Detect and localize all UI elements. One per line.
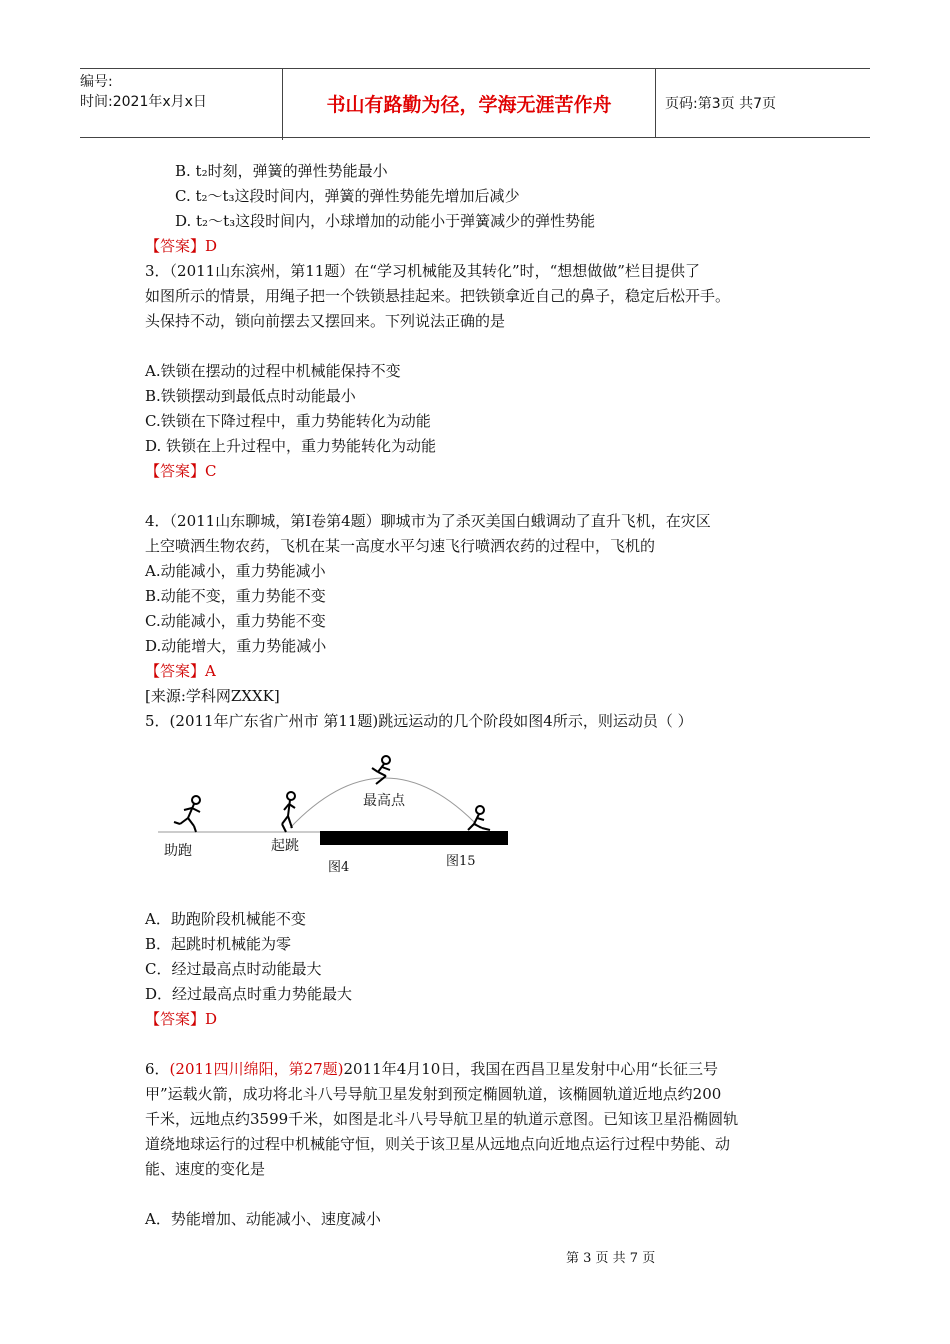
q4-source-note: [来源:学科网ZXXK] — [145, 687, 280, 705]
answer-value: C — [205, 462, 217, 480]
takeoff-figure — [282, 792, 295, 832]
q6-stem-line5: 能、速度的变化是 — [145, 1160, 266, 1178]
q2-option-c: C. t₂～t₃这段时间内，弹簧的弹性势能先增加后减少 — [175, 187, 520, 205]
answer-tag: 【答案】 — [145, 662, 206, 680]
q2-answer — [145, 235, 217, 257]
q4-stem-line1: 4．（2011山东聊城，第Ⅰ卷第4题）聊城市为了杀灭美国白蛾调动了直升飞机，在灾区 — [145, 512, 711, 530]
answer-value: D — [205, 237, 218, 255]
q3-stem-line1: 3．（2011山东滨州，第11题）在“学习机械能及其转化”时，“想想做做”栏目提供了 — [145, 262, 700, 280]
top-point-figure — [372, 756, 390, 784]
q3-stem-line2: 如图所示的情景，用绳子把一个铁锁悬挂起来。把铁锁拿近自己的鼻子，稳定后松开手。 — [145, 287, 731, 305]
label-jump: 起跳 — [271, 838, 299, 854]
q4-option-d: D.动能增大，重力势能减小 — [145, 637, 327, 655]
q6-stem-text: 2011年4月10日，我国在西昌卫星发射中心用“长征三号 — [343, 1060, 718, 1078]
q5-option-c: C．经过最高点时动能最大 — [145, 960, 322, 978]
label-fig4: 图4 — [328, 860, 350, 875]
page-label: 页码:第3页 共7页 — [665, 96, 776, 112]
q3-option-b: B.铁锁摆动到最低点时动能最小 — [145, 387, 356, 405]
q3-option-d: D. 铁锁在上升过程中，重力势能转化为动能 — [145, 437, 437, 455]
label-run: 助跑 — [164, 843, 192, 859]
q6-source: (2011四川绵阳，第27题) — [169, 1060, 344, 1078]
time-label: 时间:2021年x月x日 — [80, 94, 207, 110]
header-motto: 书山有路勤为径，学海无涯苦作舟 — [283, 69, 656, 137]
q6-option-a: A．势能增加、动能减小、速度减小 — [145, 1210, 381, 1228]
q3-option-c: C.铁锁在下降过程中，重力势能转化为动能 — [145, 412, 431, 430]
q4-option-c: C.动能减小，重力势能不变 — [145, 612, 326, 630]
label-top: 最高点 — [363, 793, 405, 809]
q5-answer — [145, 1008, 217, 1030]
q4-option-a: A.动能减小，重力势能减小 — [145, 562, 326, 580]
q6-stem-line3: 千米，远地点约3599千米，如图是北斗八号导航卫星的轨道示意图。已知该卫星沿椭圆轨 — [145, 1110, 739, 1128]
q5-option-a: A．助跑阶段机械能不变 — [145, 910, 306, 928]
page-header — [80, 68, 870, 138]
q2-option-d: D. t₂～t₃这段时间内，小球增加的动能小于弹簧减少的弹性势能 — [175, 212, 596, 230]
landing-figure — [468, 806, 490, 830]
runner-figure — [174, 796, 200, 832]
page-footer: 第 3 页 共 7 页 — [566, 1251, 656, 1266]
q4-stem-line2: 上空喷洒生物农药，飞机在某一高度水平匀速飞行喷洒农药的过程中，飞机的 — [145, 537, 656, 555]
q4-option-b: B.动能不变，重力势能不变 — [145, 587, 326, 605]
long-jump-figure — [150, 748, 520, 878]
q5-stem-line1: 5．(2011年广东省广州市 第11题)跳远运动的几个阶段如图4所示，则运动员（ ） — [145, 712, 693, 730]
q6-stem-line1 — [145, 1058, 718, 1080]
q5-option-b: B．起跳时机械能为零 — [145, 935, 292, 953]
q2-option-b: B. t₂时刻，弹簧的弹性势能最小 — [175, 162, 388, 180]
serial-label: 编号: — [80, 74, 113, 90]
q6-stem-line4: 道绕地球运行的过程中机械能守恒，则关于该卫星从远地点向近地点运行过程中势能、动 — [145, 1135, 731, 1153]
answer-tag: 【答案】 — [145, 237, 206, 255]
q5-option-d: D．经过最高点时重力势能最大 — [145, 985, 353, 1003]
q3-answer — [145, 460, 217, 482]
sand-pit — [320, 831, 508, 845]
label-fig15: 图15 — [446, 854, 476, 869]
header-meta — [80, 69, 283, 140]
answer-tag: 【答案】 — [145, 462, 206, 480]
q6-stem-line2: 甲”运载火箭，成功将北斗八号导航卫星发射到预定椭圆轨道，该椭圆轨道近地点约200 — [145, 1085, 722, 1103]
q4-answer — [145, 660, 216, 682]
q3-option-a: A.铁锁在摆动的过程中机械能保持不变 — [145, 362, 401, 380]
q3-stem-line3: 头保持不动，锁向前摆去又摆回来。下列说法正确的是 — [145, 312, 506, 330]
answer-tag: 【答案】 — [145, 1010, 206, 1028]
answer-value: A — [205, 662, 216, 680]
answer-value: D — [205, 1010, 218, 1028]
q6-number: 6． — [145, 1060, 170, 1078]
header-page-label — [665, 69, 870, 137]
